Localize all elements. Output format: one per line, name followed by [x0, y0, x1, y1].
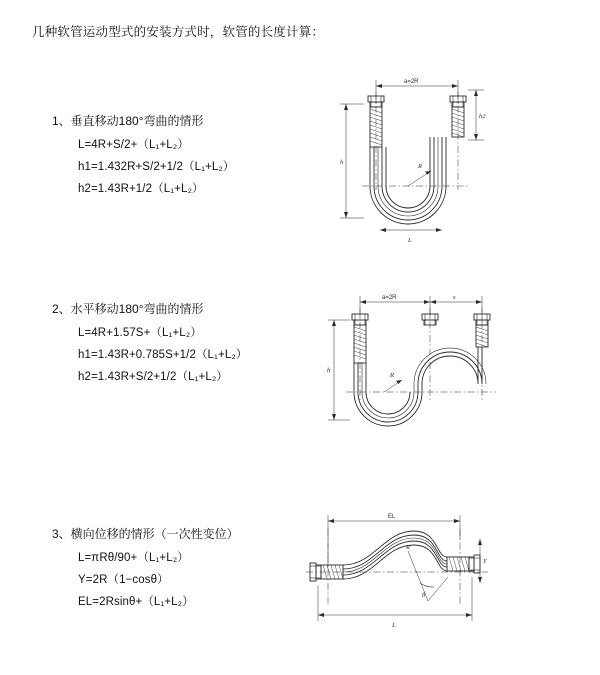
figure-2-left-vertical-label: h: [327, 367, 331, 374]
page-title: 几种软管运动型式的安装方式时，软管的长度计算：: [32, 25, 325, 39]
section-2-formula-3: h2=1.43R+S/2+1/2（L₁+L₂）: [78, 371, 229, 383]
section-3-formula-2: Y=2R（1−cosθ）: [78, 574, 169, 586]
section-2: [52, 300, 248, 390]
section-1-formula-3: h2=1.43R+1/2（L₁+L₂）: [78, 183, 204, 195]
figure-3-radius-label: R: [406, 544, 410, 551]
section-1-formula-1: L=4R+S/2+（L₁+L₂）: [78, 139, 189, 151]
section-2-title: 2、水平移动180°弯曲的情形: [52, 302, 204, 316]
figure-3-drawing: [296, 505, 496, 635]
figure-1-left-vertical-label: h: [340, 159, 344, 166]
figure-2: [318, 288, 503, 448]
figure-3-angle-label: θ: [422, 592, 426, 599]
figure-3-top-dim-label: EL: [388, 514, 396, 520]
figure-2-drawing: [318, 288, 503, 448]
figure-1-right-vertical-label: h2: [479, 113, 486, 120]
figure-2-top-dim-label: a=2R: [382, 295, 397, 301]
section-1: [52, 112, 235, 202]
figure-2-top-dim2-label: s: [453, 294, 456, 301]
figure-2-radius-label: R: [390, 372, 394, 379]
figure-3: [296, 505, 496, 635]
section-1-formula-2: h1=1.432R+S/2+1/2（L₁+L₂）: [78, 161, 235, 173]
figure-1-radius-label: R: [418, 163, 422, 170]
section-2-formula-2: h1=1.43R+0.785S+1/2（L₁+L₂）: [78, 349, 248, 361]
section-3-formula-1: L=πRθ/90+（L₁+L₂）: [78, 552, 189, 564]
figure-1-bottom-label: L: [408, 237, 412, 244]
section-3: [52, 525, 239, 615]
figure-3-bottom-dim-label: L: [392, 622, 396, 629]
section-3-formula-3: EL=2Rsinθ+（L₁+L₂）: [78, 596, 194, 608]
figure-1: [318, 68, 498, 263]
section-1-title: 1、垂直移动180°弯曲的情形: [52, 114, 204, 128]
section-3-title: 3、横向位移的情形（一次性变位）: [52, 527, 239, 541]
figure-1-top-dim-label: a=2R: [404, 79, 419, 85]
section-2-formula-1: L=4R+1.57S+（L₁+L₂）: [78, 327, 202, 339]
figure-1-drawing: [318, 68, 498, 263]
figure-3-right-dim-label: Y: [483, 558, 487, 565]
